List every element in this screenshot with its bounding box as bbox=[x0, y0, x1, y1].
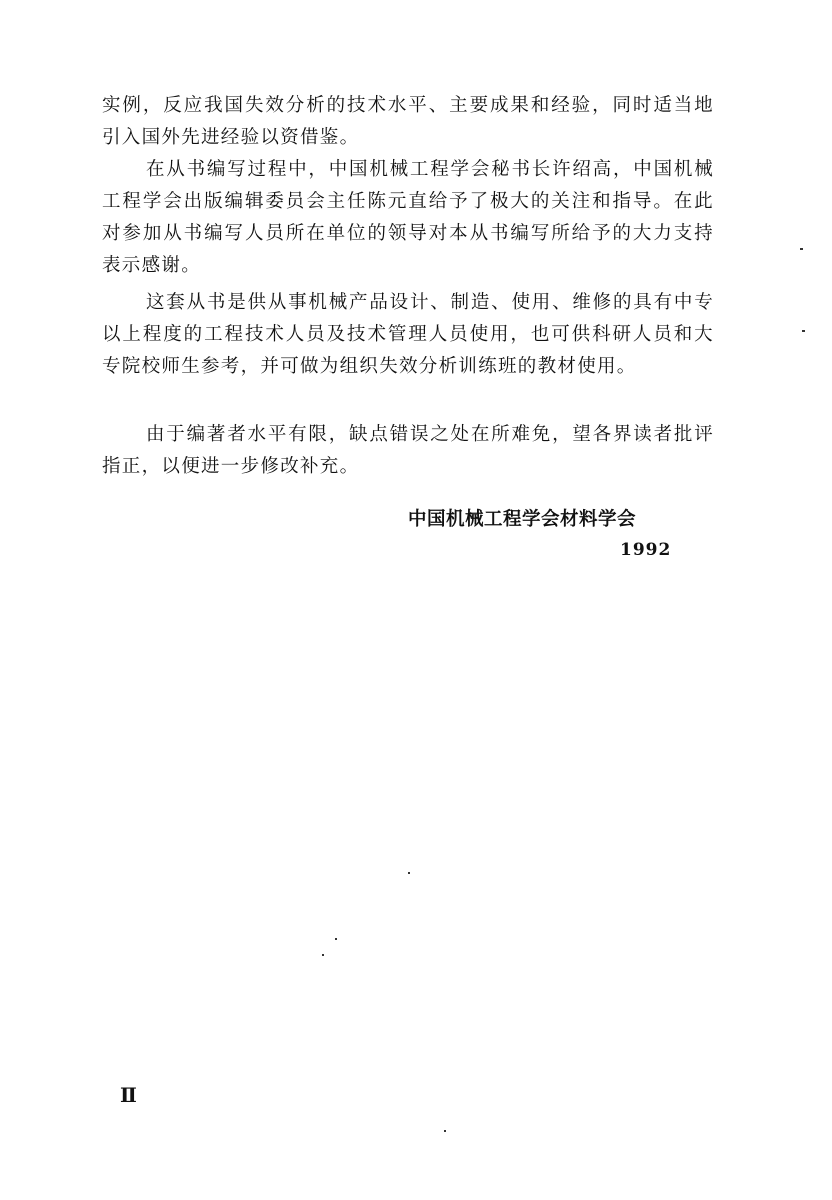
signature-organization: 中国机械工程学会材料学会 bbox=[408, 509, 637, 530]
paragraph-2: 在从书编写过程中，中国机械工程学会秘书长许绍高，中国机械工程学会出版编辑委员会主任陈元直给予了极大的关注和指导。在此对参加从书编写人员所在单位的领导对本从书编写所给予的大力支持表示感谢。 bbox=[102, 159, 714, 276]
scan-speck bbox=[322, 954, 324, 956]
scan-speck bbox=[335, 938, 337, 940]
scan-speck bbox=[802, 330, 805, 332]
paragraph-1: 实例，反应我国失效分析的技术水平、主要成果和经验，同时适当地引入国外先进经验以资借鉴。 bbox=[102, 95, 714, 148]
scan-speck bbox=[444, 1130, 446, 1132]
scan-speck bbox=[408, 872, 410, 874]
page-number: Ⅱ bbox=[120, 1083, 137, 1107]
scan-speck bbox=[800, 248, 803, 250]
paragraph-3: 这套从书是供从事机械产品设计、制造、使用、维修的具有中专以上程度的工程技术人员及技术管理人员使用，也可供科研人员和大专院校师生参考，并可做为组织失效分析训练班的教材使用。 bbox=[102, 292, 714, 377]
signature-year: 1992 bbox=[620, 540, 672, 560]
paragraph-4: 由于编著者水平有限，缺点错误之处在所难免，望各界读者批评指正，以便进一步修改补充。 bbox=[102, 424, 714, 477]
